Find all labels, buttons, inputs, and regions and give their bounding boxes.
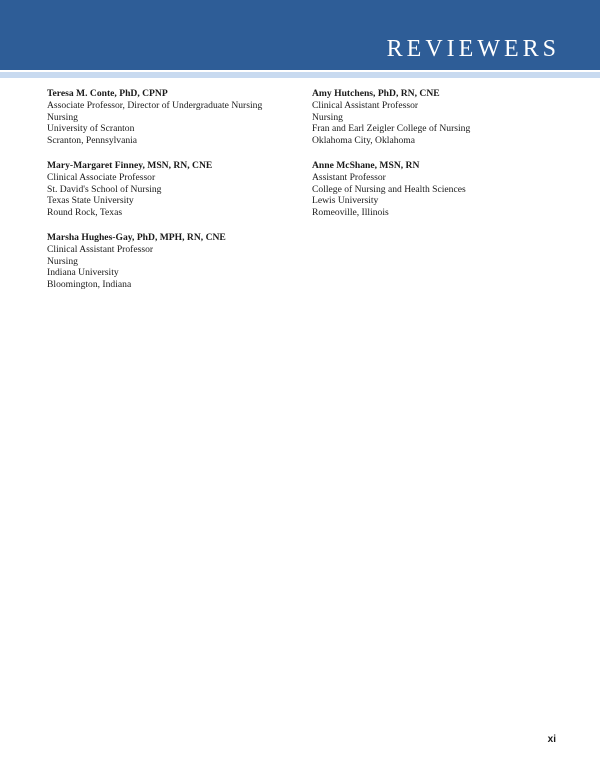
header-stripe (0, 72, 600, 78)
reviewer-institution: Fran and Earl Zeigler College of Nursing (312, 123, 471, 135)
reviewer-entry (312, 88, 567, 147)
reviewers-list (47, 88, 567, 304)
page-title: REVIEWERS (386, 36, 560, 62)
reviewer-name: Mary-Margaret Finney, MSN, RN, CNE (47, 159, 213, 171)
reviewer-entry (47, 232, 312, 291)
reviewer-institution: Indiana University (47, 267, 119, 279)
reviewer-title: Clinical Assistant Professor (312, 99, 419, 111)
reviewers-column-right (312, 88, 567, 304)
reviewer-department: Nursing (47, 255, 78, 267)
reviewer-title: Clinical Assistant Professor (47, 243, 154, 255)
reviewer-entry (47, 160, 312, 219)
reviewer-title: Clinical Associate Professor (47, 171, 156, 183)
reviewer-location: Round Rock, Texas (47, 207, 123, 219)
reviewer-name: Amy Hutchens, PhD, RN, CNE (312, 88, 440, 99)
reviewer-entry (47, 88, 312, 147)
reviewer-title: Assistant Professor (312, 171, 386, 183)
reviewer-location: Romeoville, Illinois (312, 207, 389, 219)
page-number: xi (547, 734, 556, 745)
reviewer-location: Scranton, Pennsylvania (47, 135, 138, 147)
reviewer-location: Oklahoma City, Oklahoma (312, 135, 416, 147)
reviewer-name: Teresa M. Conte, PhD, CPNP (47, 88, 168, 99)
reviewer-department: Nursing (47, 111, 78, 123)
reviewer-institution: Lewis University (312, 195, 379, 207)
reviewer-department: Nursing (312, 111, 343, 123)
header-band (0, 0, 600, 70)
reviewer-name: Anne McShane, MSN, RN (312, 159, 420, 171)
reviewer-institution: Texas State University (47, 195, 134, 207)
reviewer-title: Associate Professor, Director of Undergraduate Nursing (47, 99, 263, 111)
reviewer-name: Marsha Hughes-Gay, PhD, MPH, RN, CNE (47, 231, 226, 243)
reviewer-institution: University of Scranton (47, 123, 135, 135)
reviewer-entry (312, 160, 567, 219)
reviewer-department: College of Nursing and Health Sciences (312, 183, 466, 195)
reviewers-column-left (47, 88, 312, 304)
reviewer-location: Bloomington, Indiana (47, 279, 132, 291)
reviewer-department: St. David's School of Nursing (47, 183, 162, 195)
